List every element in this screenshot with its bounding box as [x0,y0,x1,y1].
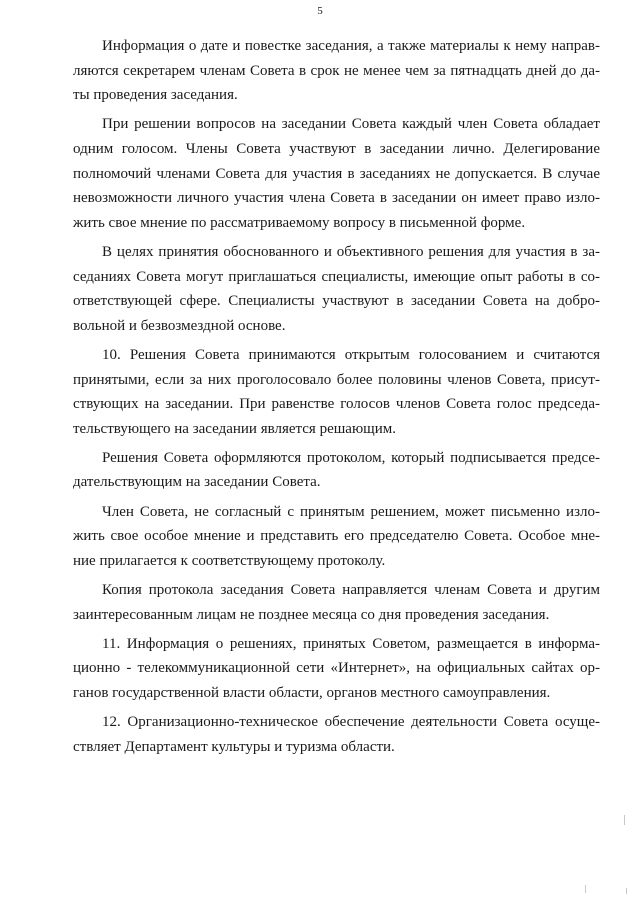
paragraph-specialists [73,240,600,338]
text-line: вольной и безвозмездной основе. [73,317,286,334]
text-line: принятыми, если за них проголосовало более половины членов Совета, присут- [73,371,600,388]
text-line: В целях принятия обоснованного и объективного решения для участия в за- [102,243,600,260]
text-line: 11. Информация о решениях, принятых Советом, размещается в информа- [102,635,600,652]
text-line: седаниях Совета могут приглашаться специалисты, имеющие опыт работы в со- [73,268,600,285]
text-line: При решении вопросов на заседании Совета каждый член Совета обладает [102,116,600,133]
paragraph-10-decisions [73,343,600,441]
document-body [73,34,600,764]
text-line: полномочий членами Совета для участия в заседаниях не допускается. В случае [73,165,600,182]
text-line: тельствующего на заседании является решающим. [73,420,396,437]
text-line: Член Совета, не согласный с принятым решением, может письменно изло- [102,503,600,520]
text-line: заинтересованным лицам не позднее месяца со дня проведения заседания. [73,606,550,623]
text-line: ганов государственной власти области, органов местного самоуправления. [73,685,551,701]
paragraph-voting [73,112,600,235]
text-line: жить свое особое мнение и представить его председателю Совета. Особое мне- [73,528,600,545]
text-line: ответствующей сфере. Специалисты участвуют в заседании Совета на добро- [73,293,600,310]
paragraph-protocol [73,446,600,495]
paragraph-meeting-info [73,34,600,108]
text-line: ционно - телекоммуникационной сети «Интернет», на официальных сайтах ор- [73,660,600,677]
text-line: ты проведения заседания. [73,87,238,104]
text-line: ствующих на заседании. При равенстве голосов членов Совета голос председа- [73,396,600,413]
paragraph-11-publication [73,632,600,706]
text-line: невозможности личного участия члена Совета в заседании он имеет право изло- [73,190,600,207]
text-line: одним голосом. Члены Совета участвуют в заседании лично. Делегирование [73,140,600,157]
paragraph-12-support [73,710,600,759]
text-line: ствляет Департамент культуры и туризма области. [73,738,395,755]
text-line: Копия протокола заседания Совета направляется членам Совета и другим [102,582,600,599]
paragraph-dissent [73,500,600,574]
scan-artifact [626,888,627,894]
text-line: ние прилагается к соответствующему протоколу. [73,552,386,569]
text-line: Информация о дате и повестке заседания, а также материалы к нему направ- [102,38,600,54]
text-line: 12. Организационно-техническое обеспечение деятельности Совета осуще- [102,714,600,731]
text-line: дательствующим на заседании Совета. [73,474,321,491]
scan-artifact [624,815,625,825]
scan-artifact [585,885,586,893]
paragraph-protocol-copy [73,578,600,627]
text-line: 10. Решения Совета принимаются открытым голосованием и считаются [102,346,600,363]
text-line: ляются секретарем членам Совета в срок не менее чем за пятнадцать дней до да- [73,62,600,79]
text-line: Решения Совета оформляются протоколом, который подписывается предсе- [102,449,600,466]
text-line: жить свое мнение по рассматриваемому вопросу в письменной форме. [73,214,526,231]
page-number: 5 [317,5,323,17]
